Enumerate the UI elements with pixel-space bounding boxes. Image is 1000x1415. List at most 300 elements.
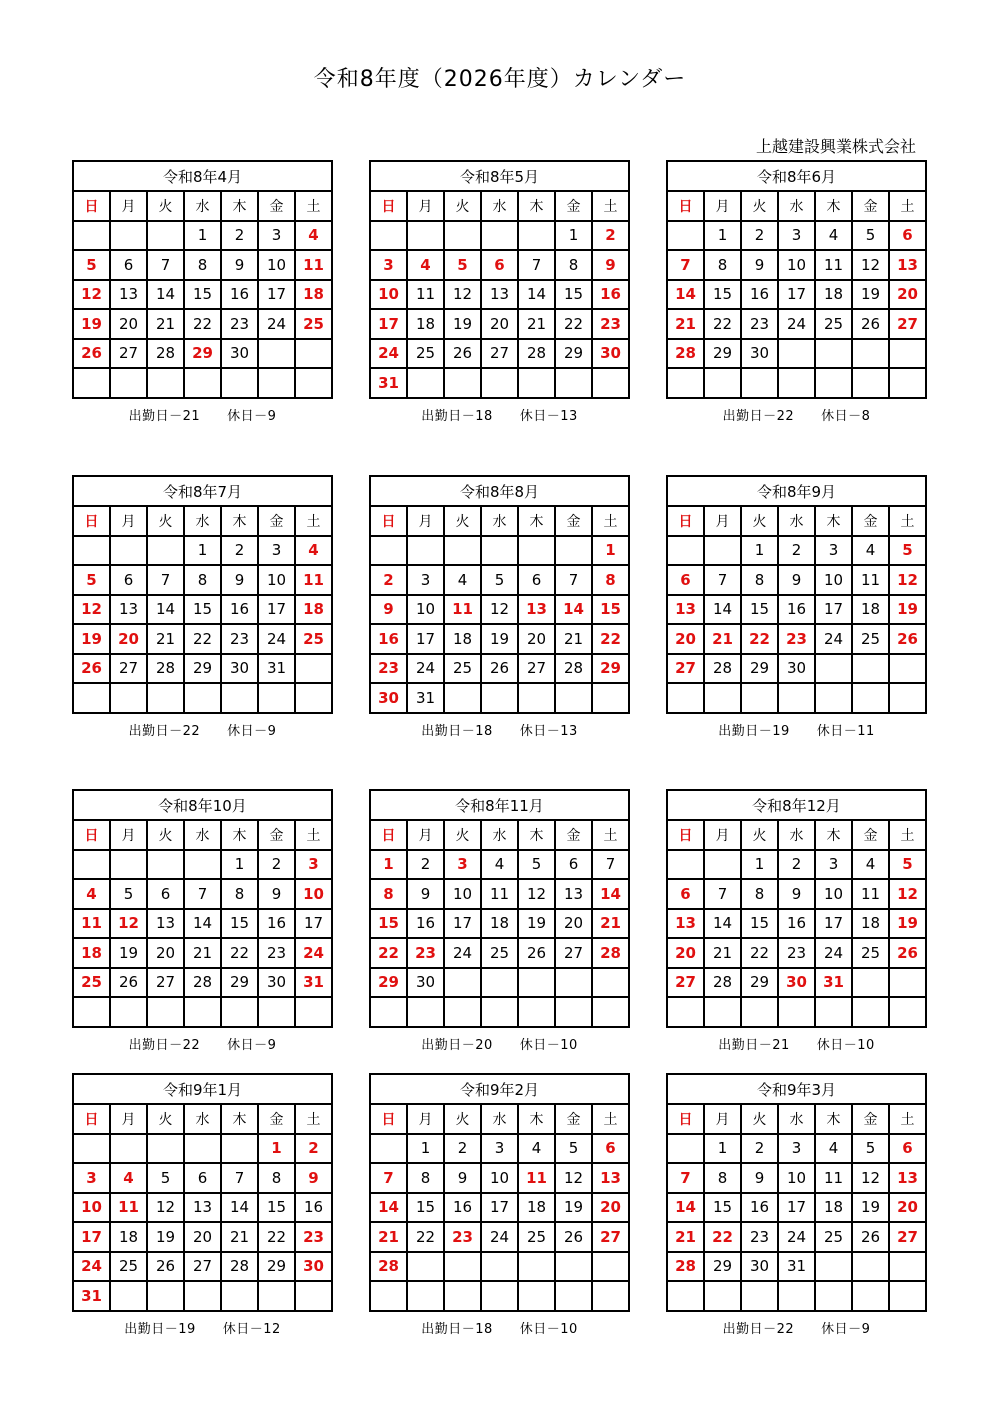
day-cell: 17 [815,595,852,625]
month-summary: 出勤日－18 休日－13 [421,723,578,739]
empty-cell [73,368,110,398]
weekday-header: 日 [370,191,407,221]
day-cell: 4 [295,221,332,251]
empty-cell [481,1252,518,1282]
day-cell: 24 [295,938,332,968]
month-table [369,160,630,399]
day-cell: 5 [444,250,481,280]
day-cell: 4 [518,1134,555,1164]
month-title: 令和8年12月 [667,790,926,820]
day-cell: 26 [481,654,518,684]
empty-cell [778,997,815,1027]
day-cell: 14 [370,1193,407,1223]
day-cell: 6 [889,1134,926,1164]
month-summary: 出勤日－22 休日－9 [128,723,277,739]
day-cell: 18 [852,595,889,625]
empty-cell [741,368,778,398]
day-cell: 7 [667,1163,704,1193]
day-cell: 16 [221,280,258,310]
day-cell: 23 [741,1222,778,1252]
day-cell: 30 [778,654,815,684]
day-cell: 5 [73,250,110,280]
day-cell: 13 [147,909,184,939]
day-cell: 9 [295,1163,332,1193]
day-cell: 22 [258,1222,295,1252]
day-cell: 29 [704,1252,741,1282]
day-cell: 29 [704,339,741,369]
day-cell: 21 [370,1222,407,1252]
empty-cell [110,1134,147,1164]
day-cell: 26 [889,938,926,968]
empty-cell [444,997,481,1027]
month-calendar [666,789,927,1053]
empty-cell [518,1252,555,1282]
day-cell: 12 [73,595,110,625]
day-cell: 8 [370,879,407,909]
day-cell: 17 [73,1222,110,1252]
day-cell: 25 [815,309,852,339]
day-cell: 23 [778,938,815,968]
month-table [369,475,630,714]
day-cell: 10 [778,1163,815,1193]
empty-cell [73,683,110,713]
day-cell: 19 [889,909,926,939]
month-summary: 出勤日－20 休日－10 [421,1037,578,1053]
day-cell: 2 [778,536,815,566]
day-cell: 7 [221,1163,258,1193]
day-cell: 6 [555,850,592,880]
month-calendar [666,475,927,739]
day-cell: 3 [295,850,332,880]
day-cell: 31 [370,368,407,398]
day-cell: 24 [370,339,407,369]
empty-cell [184,368,221,398]
day-cell: 3 [778,1134,815,1164]
day-cell: 3 [815,850,852,880]
day-cell: 1 [704,1134,741,1164]
weekday-header: 木 [518,1104,555,1134]
day-cell: 2 [295,1134,332,1164]
empty-cell [704,683,741,713]
day-cell: 15 [741,909,778,939]
empty-cell [73,1134,110,1164]
day-cell: 23 [370,654,407,684]
day-cell: 5 [518,850,555,880]
empty-cell [258,368,295,398]
empty-cell [667,997,704,1027]
day-cell: 29 [184,339,221,369]
day-cell: 21 [221,1222,258,1252]
day-cell: 5 [852,1134,889,1164]
weekday-header: 土 [295,191,332,221]
day-cell: 5 [110,879,147,909]
day-cell: 7 [555,565,592,595]
day-cell: 30 [370,683,407,713]
weekday-header: 土 [889,506,926,536]
month-summary: 出勤日－21 休日－9 [128,408,277,424]
day-cell: 9 [407,879,444,909]
day-cell: 17 [407,624,444,654]
day-cell: 28 [147,654,184,684]
empty-cell [221,368,258,398]
month-title: 令和8年4月 [73,161,332,191]
day-cell: 24 [444,938,481,968]
day-cell: 27 [110,339,147,369]
day-cell: 9 [221,250,258,280]
weekday-header: 木 [815,820,852,850]
day-cell: 26 [852,1222,889,1252]
day-cell: 30 [407,968,444,998]
day-cell: 8 [741,565,778,595]
weekday-header: 木 [221,820,258,850]
day-cell: 11 [295,565,332,595]
empty-cell [147,221,184,251]
empty-cell [518,683,555,713]
weekday-header: 金 [258,191,295,221]
day-cell: 3 [258,536,295,566]
weekday-header: 土 [592,820,629,850]
empty-cell [147,683,184,713]
empty-cell [110,536,147,566]
weekday-header: 火 [444,506,481,536]
day-cell: 24 [778,1222,815,1252]
day-cell: 24 [815,624,852,654]
day-cell: 27 [592,1222,629,1252]
month-title: 令和8年9月 [667,476,926,506]
weekday-header: 日 [370,506,407,536]
weekday-header: 土 [295,1104,332,1134]
day-cell: 26 [73,339,110,369]
day-cell: 13 [667,909,704,939]
day-cell: 25 [852,624,889,654]
day-cell: 1 [741,850,778,880]
day-cell: 1 [704,221,741,251]
weekday-header: 土 [889,1104,926,1134]
weekday-header: 金 [555,506,592,536]
empty-cell [555,536,592,566]
day-cell: 25 [407,339,444,369]
month-calendar [369,475,630,739]
empty-cell [444,683,481,713]
empty-cell [518,536,555,566]
empty-cell [184,850,221,880]
weekday-header: 日 [667,191,704,221]
empty-cell [407,536,444,566]
day-cell: 2 [444,1134,481,1164]
day-cell: 22 [407,1222,444,1252]
month-title: 令和9年1月 [73,1074,332,1104]
day-cell: 17 [778,280,815,310]
empty-cell [704,368,741,398]
empty-cell [852,1252,889,1282]
weekday-header: 月 [407,191,444,221]
day-cell: 5 [852,221,889,251]
day-cell: 5 [481,565,518,595]
empty-cell [184,1281,221,1311]
empty-cell [889,1252,926,1282]
month-calendar [666,1073,927,1337]
month-summary: 出勤日－22 休日－8 [722,408,871,424]
day-cell: 25 [481,938,518,968]
empty-cell [147,368,184,398]
weekday-header: 木 [221,191,258,221]
day-cell: 21 [667,1222,704,1252]
day-cell: 6 [667,565,704,595]
day-cell: 1 [184,536,221,566]
day-cell: 9 [741,250,778,280]
empty-cell [147,850,184,880]
empty-cell [778,1281,815,1311]
weekday-header: 金 [852,820,889,850]
day-cell: 31 [815,968,852,998]
day-cell: 1 [258,1134,295,1164]
empty-cell [778,368,815,398]
day-cell: 6 [481,250,518,280]
day-cell: 21 [592,909,629,939]
day-cell: 27 [889,309,926,339]
empty-cell [407,368,444,398]
day-cell: 28 [667,339,704,369]
day-cell: 26 [889,624,926,654]
day-cell: 3 [407,565,444,595]
weekday-header: 火 [147,1104,184,1134]
day-cell: 10 [481,1163,518,1193]
empty-cell [852,339,889,369]
day-cell: 16 [258,909,295,939]
day-cell: 29 [741,968,778,998]
day-cell: 14 [147,595,184,625]
day-cell: 13 [184,1193,221,1223]
day-cell: 4 [852,536,889,566]
month-table [72,475,333,714]
day-cell: 10 [815,879,852,909]
day-cell: 14 [147,280,184,310]
empty-cell [444,536,481,566]
day-cell: 4 [444,565,481,595]
empty-cell [889,654,926,684]
weekday-header: 木 [815,191,852,221]
day-cell: 17 [258,280,295,310]
empty-cell [815,683,852,713]
empty-cell [258,1281,295,1311]
empty-cell [592,968,629,998]
day-cell: 28 [147,339,184,369]
day-cell: 12 [147,1193,184,1223]
day-cell: 14 [704,909,741,939]
weekday-header: 水 [481,506,518,536]
day-cell: 10 [73,1193,110,1223]
empty-cell [667,683,704,713]
day-cell: 19 [73,309,110,339]
day-cell: 31 [73,1281,110,1311]
weekday-header: 木 [815,1104,852,1134]
empty-cell [370,997,407,1027]
weekday-header: 木 [815,506,852,536]
empty-cell [592,1281,629,1311]
weekday-header: 水 [184,1104,221,1134]
day-cell: 22 [370,938,407,968]
empty-cell [815,368,852,398]
empty-cell [518,1281,555,1311]
day-cell: 30 [741,339,778,369]
day-cell: 15 [592,595,629,625]
day-cell: 9 [741,1163,778,1193]
day-cell: 21 [704,624,741,654]
weekday-header: 金 [258,506,295,536]
day-cell: 23 [221,309,258,339]
month-summary: 出勤日－18 休日－10 [421,1321,578,1337]
day-cell: 15 [407,1193,444,1223]
empty-cell [852,683,889,713]
empty-cell [221,683,258,713]
day-cell: 15 [221,909,258,939]
day-cell: 3 [73,1163,110,1193]
day-cell: 11 [407,280,444,310]
day-cell: 23 [592,309,629,339]
weekday-header: 火 [741,1104,778,1134]
day-cell: 24 [258,624,295,654]
empty-cell [481,683,518,713]
month-table [72,160,333,399]
empty-cell [73,997,110,1027]
day-cell: 20 [110,624,147,654]
weekday-header: 火 [444,191,481,221]
day-cell: 11 [852,565,889,595]
empty-cell [518,997,555,1027]
empty-cell [704,536,741,566]
empty-cell [295,654,332,684]
day-cell: 29 [258,1252,295,1282]
empty-cell [889,339,926,369]
month-calendar [369,789,630,1053]
empty-cell [852,968,889,998]
day-cell: 12 [444,280,481,310]
day-cell: 12 [73,280,110,310]
weekday-header: 火 [147,820,184,850]
day-cell: 28 [555,654,592,684]
day-cell: 28 [518,339,555,369]
day-cell: 24 [258,309,295,339]
day-cell: 2 [407,850,444,880]
day-cell: 11 [815,250,852,280]
weekday-header: 火 [147,191,184,221]
weekday-header: 月 [407,820,444,850]
day-cell: 7 [704,565,741,595]
empty-cell [741,997,778,1027]
day-cell: 18 [407,309,444,339]
day-cell: 2 [221,221,258,251]
empty-cell [518,968,555,998]
weekday-header: 月 [110,1104,147,1134]
day-cell: 20 [481,309,518,339]
day-cell: 19 [73,624,110,654]
weekday-header: 火 [147,506,184,536]
day-cell: 29 [592,654,629,684]
month-summary: 出勤日－21 休日－10 [718,1037,875,1053]
day-cell: 18 [852,909,889,939]
day-cell: 17 [481,1193,518,1223]
day-cell: 22 [221,938,258,968]
day-cell: 5 [889,850,926,880]
day-cell: 29 [741,654,778,684]
day-cell: 12 [852,250,889,280]
day-cell: 27 [147,968,184,998]
empty-cell [852,654,889,684]
month-summary: 出勤日－19 休日－11 [718,723,875,739]
weekday-header: 火 [741,820,778,850]
empty-cell [444,1252,481,1282]
day-cell: 20 [889,1193,926,1223]
empty-cell [184,1134,221,1164]
day-cell: 2 [741,1134,778,1164]
day-cell: 22 [592,624,629,654]
empty-cell [370,221,407,251]
month-table [666,475,927,714]
day-cell: 15 [184,595,221,625]
empty-cell [370,536,407,566]
empty-cell [110,850,147,880]
day-cell: 11 [295,250,332,280]
day-cell: 8 [221,879,258,909]
month-table [72,789,333,1028]
empty-cell [221,1134,258,1164]
day-cell: 6 [110,250,147,280]
weekday-header: 日 [73,506,110,536]
weekday-header: 月 [704,1104,741,1134]
month-calendar [72,789,333,1053]
month-calendar [666,160,927,424]
day-cell: 27 [184,1252,221,1282]
weekday-header: 土 [592,1104,629,1134]
weekday-header: 金 [555,191,592,221]
company-name: 上越建設興業株式会社 [755,137,916,156]
day-cell: 11 [815,1163,852,1193]
day-cell: 19 [555,1193,592,1223]
empty-cell [295,339,332,369]
month-table [666,789,927,1028]
day-cell: 5 [555,1134,592,1164]
empty-cell [110,221,147,251]
empty-cell [704,1281,741,1311]
day-cell: 15 [370,909,407,939]
day-cell: 8 [184,565,221,595]
weekday-header: 月 [704,191,741,221]
empty-cell [555,368,592,398]
day-cell: 9 [778,565,815,595]
weekday-header: 土 [592,191,629,221]
day-cell: 21 [147,309,184,339]
day-cell: 16 [741,280,778,310]
day-cell: 21 [184,938,221,968]
day-cell: 30 [295,1252,332,1282]
weekday-header: 土 [592,506,629,536]
day-cell: 9 [444,1163,481,1193]
day-cell: 1 [741,536,778,566]
month-table [369,1073,630,1312]
weekday-header: 金 [258,1104,295,1134]
day-cell: 10 [258,250,295,280]
empty-cell [147,1134,184,1164]
empty-cell [444,968,481,998]
day-cell: 14 [667,1193,704,1223]
day-cell: 16 [407,909,444,939]
day-cell: 28 [592,938,629,968]
day-cell: 20 [667,938,704,968]
day-cell: 15 [184,280,221,310]
day-cell: 24 [407,654,444,684]
empty-cell [221,997,258,1027]
day-cell: 5 [147,1163,184,1193]
